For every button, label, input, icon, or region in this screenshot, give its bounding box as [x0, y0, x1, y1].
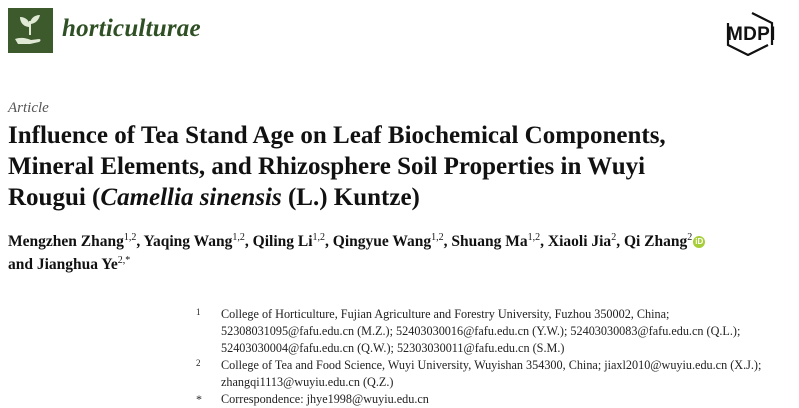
author-separator: ,: [616, 233, 621, 250]
author-item[interactable]: [8, 256, 130, 273]
author-affiliation-ref: 2,*: [117, 255, 131, 266]
journal-name: horticulturae: [62, 15, 201, 42]
author-name[interactable]: Qi Zhang: [623, 233, 688, 250]
author-item[interactable]: [333, 233, 448, 250]
affiliation-marker: 2: [196, 358, 201, 368]
affiliation-item: [196, 306, 796, 357]
author-affiliation-ref: 1,2: [312, 232, 326, 243]
correspondence-marker: *: [196, 392, 202, 406]
article-type: Article: [8, 100, 49, 116]
affiliations: [196, 306, 796, 408]
affiliation-item: [196, 357, 796, 391]
author-affiliation-ref: 2: [611, 232, 617, 243]
author-name[interactable]: Mengzhen Zhang: [8, 233, 124, 250]
affiliation-emails[interactable]: 52403030004@fafu.edu.cn (Q.W.); 52303030011@fafu.edu.cn (S.M.): [221, 341, 565, 355]
author-separator: ,: [244, 233, 249, 250]
affiliation-line[interactable]: College of Tea and Food Science, Wuyi University, Wuyishan 354300, China; jiaxl2010@wuyiu.edu.cn (X.J.);: [221, 358, 762, 372]
article-title: [8, 120, 798, 213]
author-affiliation-ref: 2: [687, 232, 693, 243]
author-name[interactable]: Yaqing Wang: [143, 233, 233, 250]
author-name[interactable]: Jianghua Ye: [36, 256, 118, 273]
author-list: [8, 230, 798, 276]
author-separator: ,: [540, 233, 545, 250]
author-name[interactable]: Qingyue Wang: [332, 233, 432, 250]
author-separator: ,: [325, 233, 329, 250]
orcid-icon[interactable]: iD: [695, 237, 704, 246]
author-affiliation-ref: 1,2: [527, 232, 541, 243]
correspondence-item: [196, 391, 796, 408]
author-separator: ,: [443, 233, 448, 250]
affiliation-marker: 1: [196, 307, 201, 317]
title-line: Mineral Elements, and Rhizosphere Soil Properties in Wuyi: [8, 153, 646, 180]
title-line: Rougui (: [8, 184, 101, 211]
author-item[interactable]: [451, 233, 544, 250]
author-affiliation-ref: 1,2: [123, 232, 137, 243]
seedling-hand-icon: [8, 8, 53, 53]
title-line: Influence of Tea Stand Age on Leaf Biochemical Components,: [8, 122, 666, 149]
author-name[interactable]: Qiling Li: [252, 233, 313, 250]
author-item[interactable]: [8, 233, 140, 250]
author-affiliation-ref: 1,2: [431, 232, 444, 243]
author-item[interactable]: [253, 233, 329, 250]
author-item[interactable]: [624, 233, 705, 250]
author-conjunction: and: [8, 256, 33, 273]
journal-logo: [8, 8, 53, 53]
author-name[interactable]: Shuang Ma: [451, 233, 528, 250]
affiliation-emails[interactable]: zhangqi1113@wuyiu.edu.cn (Q.Z.): [221, 375, 394, 389]
author-name[interactable]: Xiaoli Jia: [547, 233, 612, 250]
author-item[interactable]: [548, 233, 620, 250]
correspondence-email[interactable]: Correspondence: jhye1998@wuyiu.edu.cn: [221, 392, 429, 406]
species-name: Camellia sinensis: [100, 184, 282, 211]
title-line: (L.) Kuntze): [281, 184, 420, 211]
author-separator: ,: [136, 233, 141, 250]
publisher-name: MDPI: [727, 24, 776, 45]
author-affiliation-ref: 1,2: [232, 232, 245, 243]
affiliation-line: College of Horticulture, Fujian Agriculture and Forestry University, Fuzhou 350002, China;: [221, 307, 670, 321]
author-item[interactable]: [144, 233, 249, 250]
affiliation-emails[interactable]: 52308031095@fafu.edu.cn (M.Z.); 52403030016@fafu.edu.cn (Y.W.); 52403030083@fafu.edu.cn (Q.L.);: [221, 324, 741, 338]
